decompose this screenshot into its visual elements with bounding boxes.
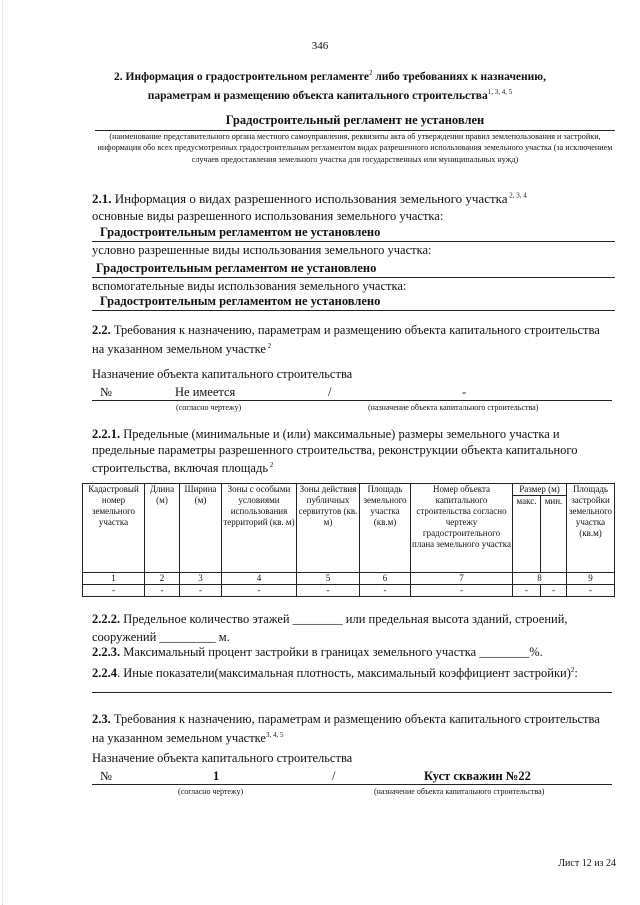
purpose-2-slash: / [332, 769, 336, 783]
col-num: 8 [513, 573, 567, 585]
col-num: 2 [145, 573, 180, 585]
table-cell: - [513, 585, 541, 597]
auxiliary-uses-value: Градостроительным регламентом не установлено [100, 294, 381, 308]
section-2-2-4-text: 2.2.4. Иные показатели(максимальная плотность, максимальный коэффициент застройки)$^2$: [92, 666, 578, 681]
page-number: 346 [311, 40, 329, 52]
conditional-uses-label: условно разрешенные виды использования земельного участка: [92, 243, 432, 257]
section-2-2-heading: 2.2. Требования к назначению, параметрам и размещению объекта капитального строительства на указанном земельном участке $^2$ [92, 323, 600, 356]
table-cell: - [567, 585, 615, 597]
header-object-number: Номер объекта капитального строительства согласно чертежу градостроительного плана земельного участка [411, 484, 513, 573]
header-servitude-zones: Зоны действия публичных сервитутов (кв. м) [297, 484, 360, 573]
purpose-2-caption-right: (назначение объекта капитального строительства) [374, 787, 545, 796]
header-size-min: мин. [541, 496, 567, 573]
purpose-label: Назначение объекта капитального строительства [92, 367, 353, 381]
purpose-caption-left: (согласно чертежу) [176, 403, 242, 412]
purpose-2-underline [92, 784, 612, 785]
sheet-counter: Лист 12 из 24 [558, 858, 616, 869]
section-2-2-3-text: 2.2.3. Максимальный процент застройки в границах земельного участка ________%. [92, 645, 543, 659]
section-2-title: 2. Информация о градостроительном регламенте$^2$ либо требованиях к назначению, параметрам и размещению объекта капитального строительства$^{1, 3, 4, 5}$ [114, 69, 546, 102]
main-uses-underline [92, 241, 615, 242]
table-cell: - [411, 585, 513, 597]
section-2-1-heading: 2.1. Информация о видах разрешенного использования земельного участка $^{2, 3, 4}$ [92, 191, 527, 206]
col-num: 5 [297, 573, 360, 585]
purpose-2-no-label: № [100, 769, 112, 783]
purpose-2-object-value: Куст скважин №22 [424, 769, 531, 783]
col-num: 1 [83, 573, 145, 585]
purpose-no-label: № [100, 385, 112, 399]
table-cell: - [145, 585, 180, 597]
table-cell: - [360, 585, 411, 597]
section-2-3-heading: 2.3. Требования к назначению, параметрам и размещению объекта капитального строительства на указанном земельном участке$^{3, 4, 5}$ [92, 712, 600, 745]
header-cadastral: Кадастровый номер земельного участка [83, 484, 145, 573]
header-building-area: Площадь застройки земельного участка (кв.м) [567, 484, 615, 573]
regulation-value: Градостроительный регламент не установлен [225, 113, 485, 127]
header-width: Ширина (м) [180, 484, 222, 573]
purpose-caption-right: (назначение объекта капитального строительства) [368, 403, 539, 412]
conditional-uses-value: Градостроительным регламентом не установлено [96, 261, 377, 275]
col-num: 6 [360, 573, 411, 585]
auxiliary-uses-underline [92, 310, 615, 311]
purpose-2-label: Назначение объекта капитального строительства [92, 751, 353, 765]
main-uses-value: Градостроительным регламентом не установлено [100, 225, 381, 239]
regulation-note: (наименование представительного органа местного самоуправления, реквизиты акта об утверждении правил землепользования и застройки, информация обо всех предусмотренных градостроительным регламентом видах разрешенного использования земельного участка (за исключением случаев предоставления земельного участка для государственных или муниципальных нужд) [97, 132, 613, 164]
header-size: Размер (м) [513, 484, 567, 496]
section-2-2-1-text: 2.2.1. Предельные (минимальные и (или) максимальные) размеры земельного участка и предельные параметры разрешенного строительства, реконструкции объекта капитального строительства, включая площадь $^2$ [92, 427, 578, 476]
col-num: 4 [222, 573, 297, 585]
purpose-2-caption-left: (согласно чертежу) [178, 787, 244, 796]
table-cell: - [222, 585, 297, 597]
parameters-table [82, 483, 615, 597]
header-special-zones: Зоны с особыми условиями использования территорий (кв. м) [222, 484, 297, 573]
section-2-2-2-text-2: сооружений _________ м. [92, 630, 230, 644]
main-uses-label: основные виды разрешенного использования земельного участка: [92, 209, 444, 223]
auxiliary-uses-label: вспомогательные виды использования земельного участка: [92, 279, 407, 293]
table-cell: - [83, 585, 145, 597]
col-num: 3 [180, 573, 222, 585]
table-cell: - [297, 585, 360, 597]
other-indicators-underline [92, 692, 612, 693]
header-plot-area: Площадь земельного участка (кв.м) [360, 484, 411, 573]
purpose-underline [92, 400, 612, 401]
table-cell: - [180, 585, 222, 597]
purpose-object-value: - [462, 385, 467, 399]
purpose-no-value: Не имеется [175, 385, 236, 399]
section-2-2-2-text: 2.2.2. Предельное количество этажей ________ или предельная высота зданий, строений, [92, 612, 568, 626]
header-size-max: макс. [513, 496, 541, 573]
purpose-2-no-value: 1 [213, 769, 220, 783]
col-num: 7 [411, 573, 513, 585]
purpose-slash: / [328, 385, 332, 399]
scan-edge [2, 0, 4, 905]
header-length: Длина (м) [145, 484, 180, 573]
col-num: 9 [567, 573, 615, 585]
conditional-uses-underline [92, 277, 615, 278]
table-cell: - [541, 585, 567, 597]
